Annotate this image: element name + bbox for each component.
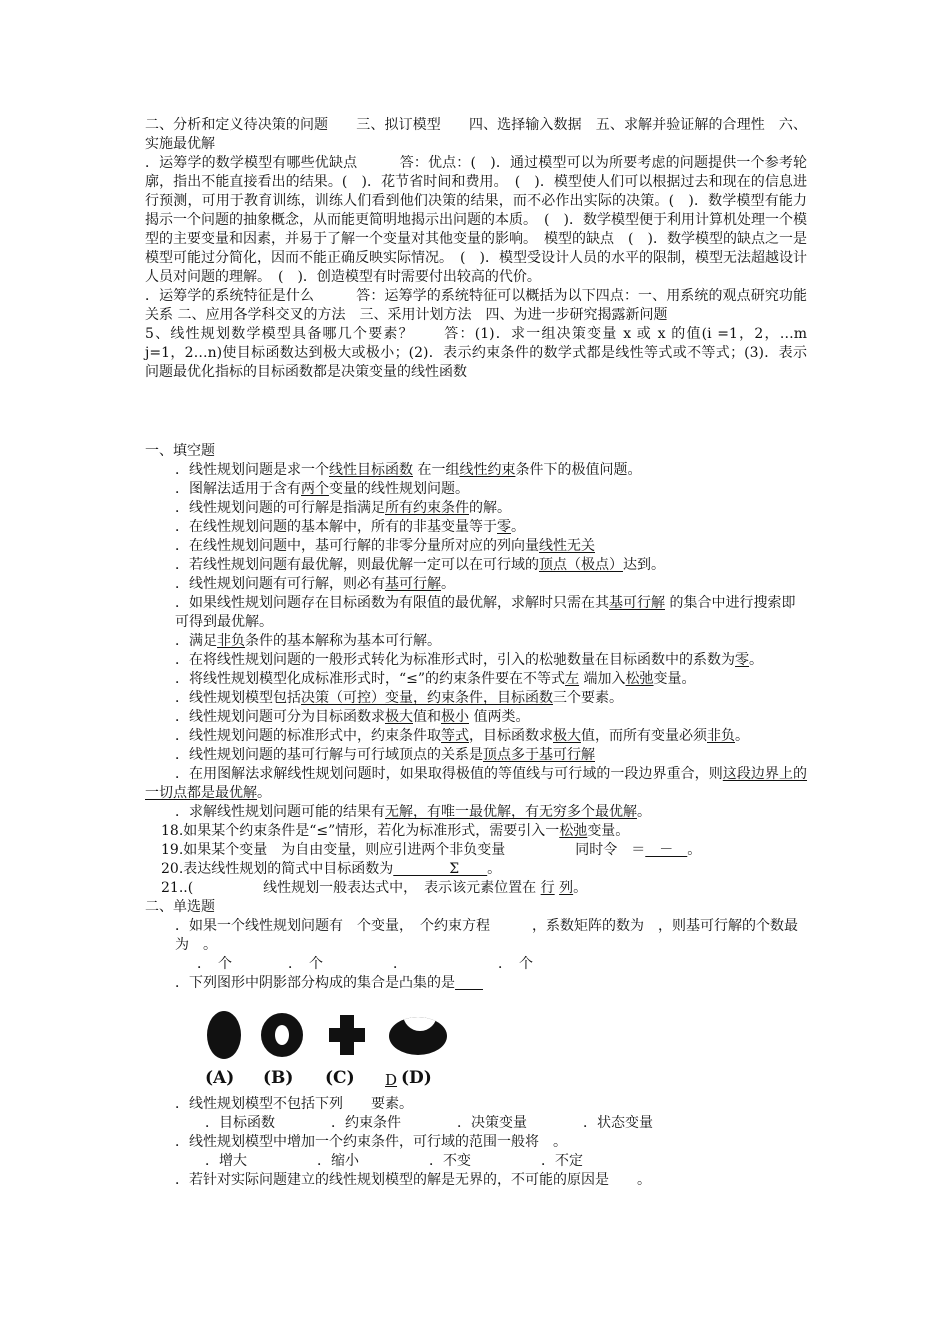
answer-blank: 等式	[441, 728, 469, 744]
answer-blank: 非负	[217, 633, 245, 649]
answer-blank: －	[645, 842, 688, 858]
convex-set-figure	[145, 999, 807, 1095]
fill-question-19: 19.如果某个变量 为自由变量，则应引进两个非负变量 同时令 ＝ － 。	[161, 842, 702, 858]
choice-question-5: ．若针对实际问题建立的线性规划模型的解是无界的，不可能的原因是 。	[175, 1172, 651, 1188]
answer-blank: 零	[735, 652, 749, 668]
fill-question-11: ．将线性规划模型化成标准形式时，“≤”的约束条件要在不等式左 端加入松弛变量。	[175, 671, 696, 687]
choice-question-2: ．下列图形中阴影部分构成的集合是凸集的是	[145, 974, 807, 993]
fill-question-20: 20.表达线性规划的简式中目标函数为 Σ 。	[161, 861, 502, 877]
label-b: (B)	[263, 1068, 294, 1088]
fill-question-13: ．线性规划问题可分为目标函数求极大值和极小 值两类。	[175, 709, 530, 725]
intro-paragraph-2: ．运筹学的数学模型有哪些优缺点 答：优点：( )．通过模型可以为所要考虑的问题提供一个参考轮廓，指出不能直接看出的结果。( )．花节省时间和费用。 ( )．模型使人们可以根据过去和现在的信息进行预测，可用于教育训练，训练人们看到他们决策的结果，而不必作出实际的决策。( )．数学模型有能力揭示一个问题的抽象概念，从而能更简明地揭示出问题的本质。 ( )．数学模型便于利用计算机处理一个模型的主要变量和因素，并易于了解一个变量对其他变量的影响。 模型的缺点 ( )．数学模型的缺点之一是模型可能过分简化，因而不能正确反映实际情况。 ( )．模型受设计人员的水平的限制，模型无法超越设计人员对问题的理解。 ( )．创造模型有时需要付出较高的代价。	[145, 155, 807, 285]
answer-blank: 松弛	[559, 823, 588, 839]
answer-blank: 线性目标函数	[329, 462, 413, 478]
intro-paragraph-1: 二、分析和定义待决策的问题 三、拟订模型 四、选择输入数据 五、求解并验证解的合理性 六、实施最优解	[145, 117, 807, 152]
answer-blank: 基可行解	[385, 576, 441, 592]
answer-blank: 线性无关	[539, 538, 595, 554]
fill-question-10: ．在将线性规划问题的一般形式转化为标准形式时，引入的松驰数量在目标函数中的系数为零。	[175, 652, 763, 668]
fill-question-3: ．线性规划问题的可行解是指满足所有约束条件的解。	[175, 500, 511, 516]
shape-b-ring	[261, 1013, 303, 1057]
fill-blank-heading: 一、填空题	[145, 443, 215, 459]
answer-blank: 决策（可控）变量，约束条件，目标函数	[301, 690, 553, 706]
answer-blank: 极小	[441, 709, 469, 725]
fill-question-21: 21..( 线性规划一般表达式中， 表示该元素位置在 行 列。	[161, 880, 588, 896]
fill-question-7: ．线性规划问题有可行解，则必有基可行解。	[175, 576, 455, 592]
answer-blank: 线性约束	[459, 462, 516, 478]
fill-question-18: 18.如果某个约束条件是“≤”情形，若化为标准形式，需要引入一松弛变量。	[161, 823, 630, 839]
intro-paragraph-4: 5、线性规划数学模型具备哪几个要素？ 答：(1)．求一组决策变量 x 或 x 的值(i =1，2，…m j=1，2…n)使目标函数达到极大或极小；(2)．表示约束条件的数学式都是线性等式或不等式；(3)．表示问题最优化指标的目标函数都是决策变量的线性函数	[145, 326, 821, 380]
fill-question-1: ．线性规划问题是求一个线性目标函数 在一组线性约束条件下的极值问题。	[175, 462, 642, 478]
answer-blank: 极大	[385, 709, 413, 725]
fill-question-2: ．图解法适用于含有两个变量的线性规划问题。	[175, 481, 469, 497]
answer-blank: 行	[540, 880, 555, 896]
single-choice-heading: 二、单选题	[145, 899, 215, 915]
fill-question-14: ．线性规划问题的标准形式中，约束条件取等式，目标函数求极大值，而所有变量必须非负。	[175, 728, 749, 744]
shape-a-ellipse	[207, 1011, 241, 1059]
fill-question-12: ．线性规划模型包括决策（可控）变量，约束条件，目标函数三个要素。	[175, 690, 623, 706]
choice-question-3: ．线性规划模型不包括下列 要素。	[175, 1096, 413, 1112]
fill-question-5: ．在线性规划问题中，基可行解的非零分量所对应的列向量线性无关	[175, 538, 595, 554]
answer-blank: 所有约束条件	[385, 500, 469, 516]
intro-section	[145, 116, 821, 382]
answer-blank: 顶点多于基可行解	[483, 747, 595, 763]
label-d: (D)	[401, 1068, 432, 1088]
fill-question-9: ．满足非负条件的基本解称为基本可行解。	[175, 633, 441, 649]
answer-blank	[455, 975, 483, 991]
fill-question-4: ．在线性规划问题的基本解中，所有的非基变量等于零。	[175, 519, 525, 535]
fill-blank-section	[145, 442, 807, 1190]
shape-d-crescent	[389, 1017, 447, 1055]
shape-c-cross	[329, 1015, 365, 1055]
fill-question-15: ．线性规划问题的基可行解与可行域顶点的关系是顶点多于基可行解	[175, 747, 595, 763]
answer-blank: 两个	[301, 481, 329, 497]
answer-blank: 顶点（极点）	[539, 557, 623, 573]
answer-blank: 无解，有唯一最优解，有无穷多个最优解	[385, 804, 637, 820]
answer-blank: 松弛	[625, 671, 654, 687]
choice-question-4-options: ．增大 ．缩小 ．不变 ．不定	[205, 1153, 583, 1169]
answer-blank: Σ	[393, 861, 488, 877]
choice-question-1: ．如果一个线性规划问题有 个变量， 个约束方程 ，系数矩阵的数为 ，则基可行解的个数最为 。	[175, 918, 798, 953]
answer-blank: 基可行解	[609, 595, 665, 611]
fill-question-8: ．如果线性规划问题存在目标函数为有限值的最优解，求解时只需在其基可行解 的集合中进行搜索即可得到最优解。	[175, 595, 796, 630]
answer-blank: 零	[497, 519, 511, 535]
answer-blank: 列	[559, 880, 574, 896]
answer-blank: 非负	[707, 728, 735, 744]
label-c: (C)	[325, 1068, 355, 1088]
label-a: (A)	[205, 1068, 235, 1088]
fill-question-17: ．求解线性规划问题可能的结果有无解，有唯一最优解，有无穷多个最优解。	[175, 804, 651, 820]
label-d-letter: D	[385, 1071, 398, 1089]
choice-question-3-options: ．目标函数 ．约束条件 ．决策变量 ．状态变量	[205, 1115, 653, 1131]
choice-question-1-options: ． 个 ． 个 ． ． 个	[197, 956, 533, 972]
choice-question-4: ．线性规划模型中增加一个约束条件，可行域的范围一般将 。	[175, 1134, 567, 1150]
fill-question-16: ．在用图解法求解线性规划问题时，如果取得极值的等值线与可行域的一段边界重合，则这段边界上的一切点都是最优解。	[145, 766, 808, 801]
fill-question-6: ．若线性规划问题有最优解，则最优解一定可以在可行域的顶点（极点）达到。	[175, 557, 665, 573]
intro-paragraph-3: ．运筹学的系统特征是什么 答：运筹学的系统特征可以概括为以下四点：一、用系统的观点研究功能关系 二、应用各学科交叉的方法 三、采用计划方法 四、为进一步研究揭露新问题	[145, 288, 807, 323]
answer-blank: 左	[565, 671, 580, 687]
answer-blank: 极大	[553, 728, 581, 744]
answer-blank: 这段边界上的一切点都是最优解	[145, 766, 808, 801]
